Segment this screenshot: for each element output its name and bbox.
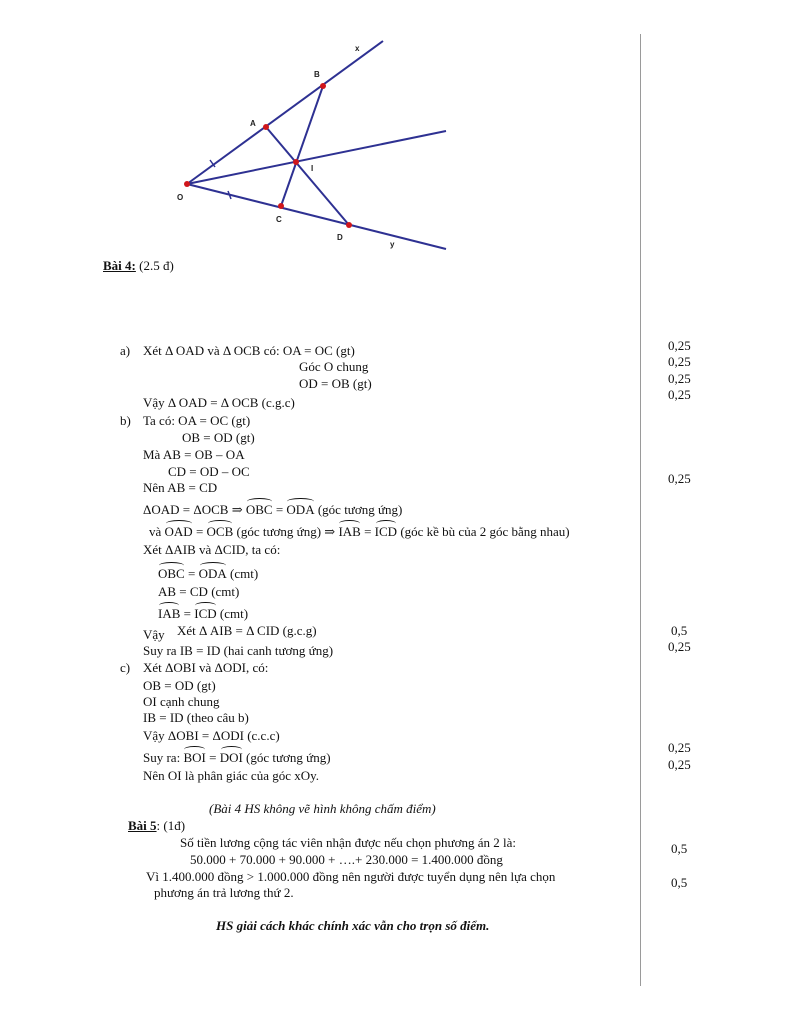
part-a-line2: Góc O chung (299, 359, 369, 374)
part-b-label: b) (120, 413, 131, 428)
label-d: D (337, 233, 343, 242)
part-b-line7 (149, 524, 570, 540)
part-b-line10: AB = CD (cmt) (158, 584, 240, 599)
bai4-heading (103, 258, 174, 274)
part-b-line12b: Xét Δ AIB = Δ CID (g.c.g) (177, 623, 317, 638)
score-1: 0,25 (668, 338, 691, 353)
point-d (346, 222, 352, 228)
part-b-line13: Suy ra IB = ID (hai canh tương ứng) (143, 643, 334, 658)
c6-post: (góc tương ứng) (242, 750, 331, 765)
b11-eq: = (180, 606, 195, 621)
part-c-line7: Nên OI là phân giác của góc xOy. (143, 768, 320, 783)
score-4: 0,25 (668, 387, 691, 402)
label-c: C (276, 215, 282, 224)
point-o (184, 181, 190, 187)
part-c-line5: Vậy ΔOBI = ΔODI (c.c.c) (143, 728, 280, 743)
bai5-heading (128, 818, 185, 834)
label-y: y (390, 240, 395, 249)
part-b-line8: Xét ΔAIB và ΔCID, ta có: (143, 542, 281, 557)
b7-post: (góc kề bù của 2 góc bằng nhau) (397, 524, 570, 539)
bai4-note: (Bài 4 HS không vẽ hình không chấm điểm) (209, 801, 436, 816)
part-b-line6 (143, 502, 402, 518)
point-i (293, 159, 299, 165)
part-a-label: a) (120, 343, 131, 358)
score-7: 0,25 (668, 639, 691, 654)
label-i: I (311, 164, 314, 173)
angle-iab: IAB (338, 524, 361, 539)
b6-post: (góc tương ứng) (314, 502, 403, 517)
part-a-line4: Vậy Δ OAD = Δ OCB (c.g.c) (143, 395, 295, 410)
part-b-line11 (158, 606, 248, 622)
label-o: O (177, 193, 184, 202)
part-a-line3: OD = OB (gt) (299, 376, 372, 391)
b6-eq: = (272, 502, 287, 517)
part-b-line4: CD = OD – OC (168, 464, 250, 479)
b7-eq2: = (360, 524, 375, 539)
bai4-points: (2.5 đ) (139, 258, 174, 273)
part-c-line4: IB = ID (theo câu b) (143, 710, 249, 725)
angle-oda: ODA (286, 502, 315, 517)
score-column-divider (640, 34, 641, 986)
b6-pre: ΔOAD = ΔOCB ⇒ (143, 502, 246, 517)
part-b-line9 (158, 566, 258, 582)
bai5-line4: phương án trả lương thứ 2. (154, 885, 294, 900)
angle-oda-2: ODA (198, 566, 227, 581)
part-c-label: c) (120, 660, 131, 675)
score-8: 0,25 (668, 740, 691, 755)
bai5-line3: Vì 1.400.000 đồng > 1.000.000 đồng nên người được tuyển dụng nên lựa chọn (146, 869, 556, 884)
angle-iab-2: IAB (158, 606, 181, 621)
bai5-line1: Số tiền lương cộng tác viên nhận được nếu chọn phương án 2 là: (180, 835, 516, 850)
label-a: A (250, 119, 256, 128)
part-b-line2: OB = OD (gt) (182, 430, 255, 445)
part-c-line3: OI cạnh chung (143, 694, 220, 709)
part-b-line3: Mà AB = OB – OA (143, 447, 245, 462)
ray-ox (187, 41, 383, 184)
angle-doi: DOI (219, 750, 243, 765)
angle-icd: ICD (374, 524, 398, 539)
segment-ad (266, 127, 349, 225)
ray-oy (187, 184, 446, 249)
angle-oad: OAD (164, 524, 193, 539)
score-3: 0,25 (668, 371, 691, 386)
footer-note: HS giải cách khác chính xác vẫn cho trọn số điểm. (216, 918, 490, 933)
part-c-line6 (143, 750, 331, 766)
bisector-oi (187, 131, 446, 184)
score-11: 0,5 (671, 875, 688, 890)
c6-pre: Suy ra: (143, 750, 184, 765)
bai5-points: : (1đ) (156, 818, 186, 833)
part-b-line5: Nên AB = CD (143, 480, 218, 495)
part-b-line1: Ta có: OA = OC (gt) (143, 413, 251, 428)
b9-post: (cmt) (226, 566, 259, 581)
score-10: 0,5 (671, 841, 688, 856)
point-a (263, 124, 269, 130)
b11-post: (cmt) (216, 606, 249, 621)
angle-obc: OBC (245, 502, 273, 517)
point-c (278, 203, 284, 209)
part-c-line2: OB = OD (gt) (143, 678, 216, 693)
part-b-line12a: Vậy (143, 627, 165, 642)
score-9: 0,25 (668, 757, 691, 772)
point-b (320, 83, 326, 89)
bai4-title: Bài 4: (103, 258, 136, 273)
b7-pre: và (149, 524, 165, 539)
angle-boi: BOI (183, 750, 206, 765)
b7-eq: = (192, 524, 207, 539)
angle-ocb: OCB (206, 524, 234, 539)
score-5: 0,25 (668, 471, 691, 486)
b9-eq: = (184, 566, 199, 581)
score-2: 0,25 (668, 354, 691, 369)
part-a-line1: Xét Δ OAD và Δ OCB có: OA = OC (gt) (143, 343, 355, 358)
b7-mid: (góc tương ứng) ⇒ (233, 524, 339, 539)
label-x: x (355, 44, 360, 53)
angle-icd-2: ICD (194, 606, 217, 621)
bai5-title: Bài 5 (128, 818, 157, 833)
geometry-figure (150, 30, 460, 260)
label-b: B (314, 70, 320, 79)
angle-obc-2: OBC (158, 566, 185, 581)
bai5-line2: 50.000 + 70.000 + 90.000 + ….+ 230.000 = 1.400.000 đồng (190, 852, 503, 867)
part-c-line1: Xét ΔOBI và ΔODI, có: (143, 660, 269, 675)
score-6: 0,5 (671, 623, 688, 638)
c6-eq: = (205, 750, 220, 765)
